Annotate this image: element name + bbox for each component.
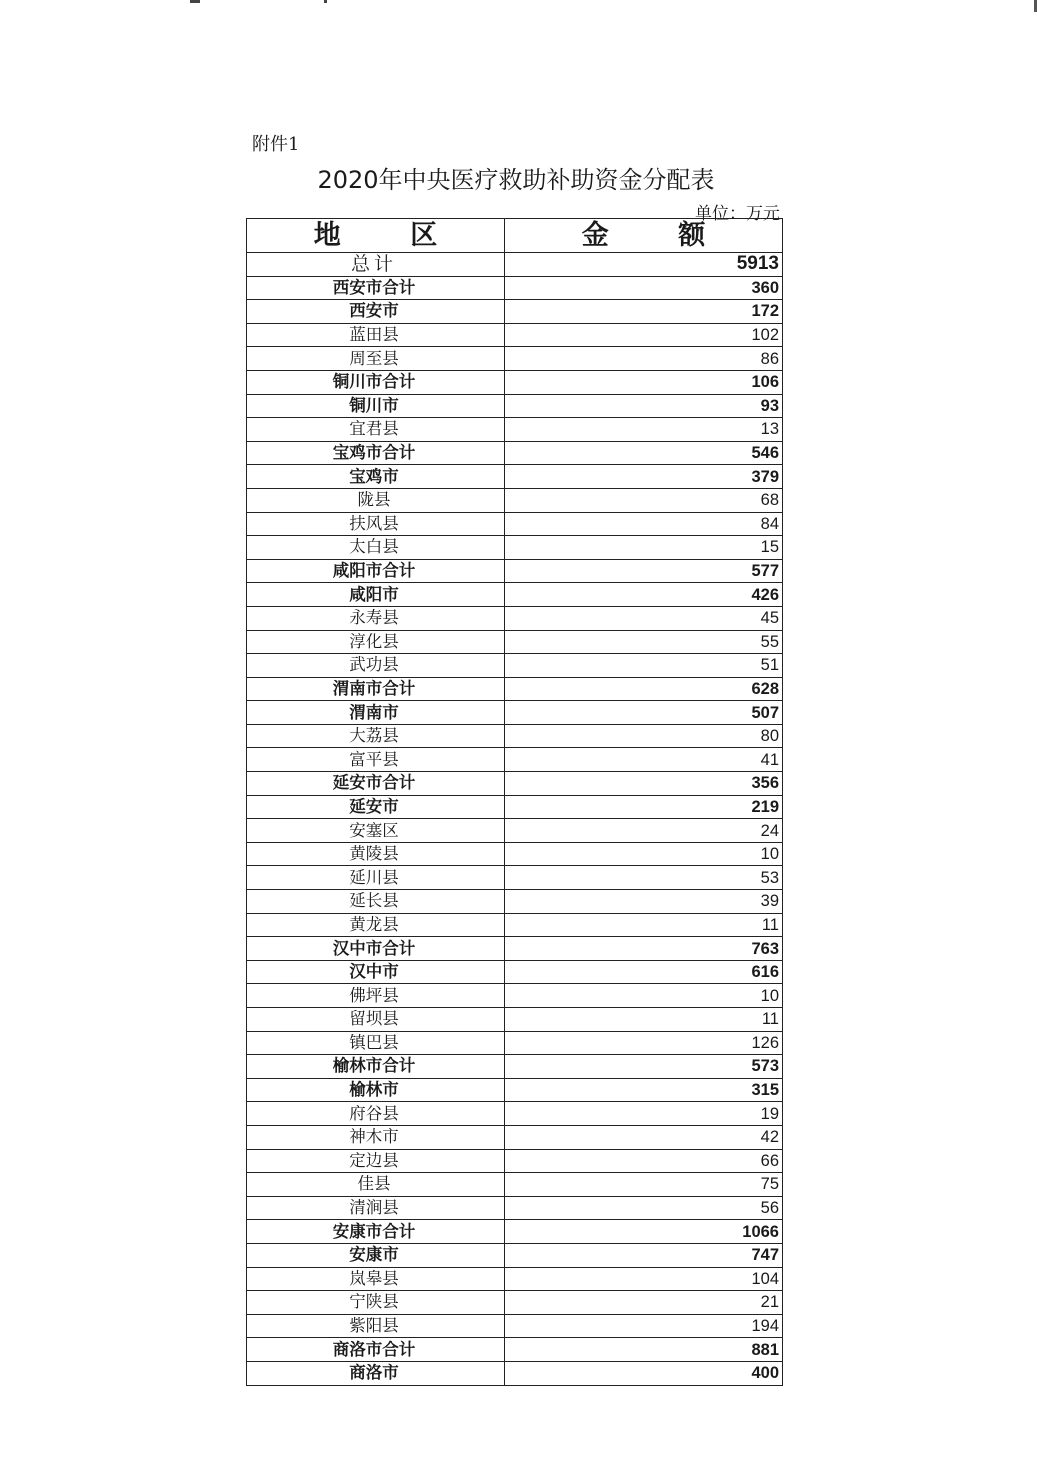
region-cell: 定边县 <box>247 1149 505 1173</box>
region-cell: 延川县 <box>247 866 505 890</box>
region-cell: 渭南市合计 <box>247 677 505 701</box>
table-row <box>247 1314 783 1338</box>
unit-label: 单位：万元 <box>695 204 780 224</box>
amount-cell: 15 <box>505 536 783 560</box>
table-row <box>247 795 783 819</box>
amount-cell: 315 <box>505 1078 783 1102</box>
amount-cell: 10 <box>505 842 783 866</box>
region-cell: 陇县 <box>247 488 505 512</box>
region-cell: 延安市合计 <box>247 772 505 796</box>
amount-cell: 356 <box>505 772 783 796</box>
amount-cell: 42 <box>505 1125 783 1149</box>
region-cell: 黄龙县 <box>247 913 505 937</box>
region-cell: 武功县 <box>247 654 505 678</box>
table-row <box>247 960 783 984</box>
region-cell: 永寿县 <box>247 606 505 630</box>
amount-cell: 84 <box>505 512 783 536</box>
amount-cell: 51 <box>505 654 783 678</box>
table-row <box>247 937 783 961</box>
amount-cell: 11 <box>505 1008 783 1032</box>
table-row <box>247 1291 783 1315</box>
scan-artifact-left <box>190 0 200 3</box>
table-row <box>247 1078 783 1102</box>
region-cell: 府谷县 <box>247 1102 505 1126</box>
table-row <box>247 323 783 347</box>
table-row <box>247 913 783 937</box>
region-cell: 佳县 <box>247 1173 505 1197</box>
table-row <box>247 772 783 796</box>
table-row <box>247 984 783 1008</box>
region-cell: 总计 <box>247 253 505 277</box>
column-header-amount <box>505 219 783 253</box>
table-row <box>247 1220 783 1244</box>
amount-cell: 577 <box>505 559 783 583</box>
amount-cell: 747 <box>505 1243 783 1267</box>
region-cell: 岚皋县 <box>247 1267 505 1291</box>
region-cell: 安康市 <box>247 1243 505 1267</box>
region-cell: 蓝田县 <box>247 323 505 347</box>
table-row <box>247 583 783 607</box>
region-cell: 黄陵县 <box>247 842 505 866</box>
amount-cell: 10 <box>505 984 783 1008</box>
table-row <box>247 394 783 418</box>
amount-cell: 763 <box>505 937 783 961</box>
table-row <box>247 1031 783 1055</box>
region-cell: 富平县 <box>247 748 505 772</box>
amount-cell: 19 <box>505 1102 783 1126</box>
region-cell: 西安市合计 <box>247 276 505 300</box>
amount-cell: 86 <box>505 347 783 371</box>
amount-cell: 5913 <box>505 253 783 277</box>
table-row <box>247 536 783 560</box>
region-cell: 渭南市 <box>247 701 505 725</box>
region-cell: 宝鸡市合计 <box>247 441 505 465</box>
amount-cell: 13 <box>505 418 783 442</box>
amount-cell: 53 <box>505 866 783 890</box>
table-row <box>247 1338 783 1362</box>
region-cell: 神木市 <box>247 1125 505 1149</box>
amount-cell: 106 <box>505 370 783 394</box>
region-cell: 宜君县 <box>247 418 505 442</box>
attachment-label: 附件1 <box>252 134 300 155</box>
region-cell: 汉中市 <box>247 960 505 984</box>
table-row <box>247 1243 783 1267</box>
region-cell: 安塞区 <box>247 819 505 843</box>
region-cell: 西安市 <box>247 300 505 324</box>
table-row <box>247 1361 783 1385</box>
region-cell: 咸阳市合计 <box>247 559 505 583</box>
region-cell: 汉中市合计 <box>247 937 505 961</box>
table-row <box>247 606 783 630</box>
amount-cell: 68 <box>505 488 783 512</box>
region-cell: 延长县 <box>247 890 505 914</box>
table-row <box>247 441 783 465</box>
region-cell: 咸阳市 <box>247 583 505 607</box>
table-body <box>247 253 783 1386</box>
region-cell: 扶风县 <box>247 512 505 536</box>
region-cell: 商洛市 <box>247 1361 505 1385</box>
page-title: 2020年中央医疗救助补助资金分配表 <box>317 166 715 194</box>
amount-cell: 41 <box>505 748 783 772</box>
region-cell: 淳化县 <box>247 630 505 654</box>
table-row <box>247 465 783 489</box>
table-row <box>247 559 783 583</box>
amount-cell: 172 <box>505 300 783 324</box>
table-row <box>247 1008 783 1032</box>
amount-cell: 24 <box>505 819 783 843</box>
region-cell: 铜川市 <box>247 394 505 418</box>
table-header-row <box>247 219 783 253</box>
column-header-amount-label: 金 额 <box>581 219 736 251</box>
table-row <box>247 890 783 914</box>
region-cell: 铜川市合计 <box>247 370 505 394</box>
region-cell: 太白县 <box>247 536 505 560</box>
table-row <box>247 724 783 748</box>
amount-cell: 573 <box>505 1055 783 1079</box>
amount-cell: 360 <box>505 276 783 300</box>
table-row <box>247 842 783 866</box>
region-cell: 周至县 <box>247 347 505 371</box>
amount-cell: 39 <box>505 890 783 914</box>
region-cell: 宝鸡市 <box>247 465 505 489</box>
column-header-region <box>247 219 505 253</box>
table-row <box>247 253 783 277</box>
amount-cell: 546 <box>505 441 783 465</box>
table-row <box>247 819 783 843</box>
table-row <box>247 866 783 890</box>
region-cell: 延安市 <box>247 795 505 819</box>
amount-cell: 66 <box>505 1149 783 1173</box>
amount-cell: 104 <box>505 1267 783 1291</box>
table-row <box>247 1173 783 1197</box>
table-row <box>247 654 783 678</box>
amount-cell: 507 <box>505 701 783 725</box>
amount-cell: 21 <box>505 1291 783 1315</box>
region-cell: 紫阳县 <box>247 1314 505 1338</box>
table-row <box>247 1267 783 1291</box>
region-cell: 商洛市合计 <box>247 1338 505 1362</box>
table-row <box>247 1149 783 1173</box>
table-row <box>247 488 783 512</box>
table-row <box>247 276 783 300</box>
amount-cell: 616 <box>505 960 783 984</box>
region-cell: 榆林市 <box>247 1078 505 1102</box>
table-row <box>247 748 783 772</box>
amount-cell: 56 <box>505 1196 783 1220</box>
region-cell: 佛坪县 <box>247 984 505 1008</box>
amount-cell: 55 <box>505 630 783 654</box>
scan-artifact-mid <box>324 0 327 3</box>
allocation-table <box>246 218 783 1386</box>
region-cell: 榆林市合计 <box>247 1055 505 1079</box>
table-row <box>247 701 783 725</box>
table-row <box>247 1125 783 1149</box>
amount-cell: 11 <box>505 913 783 937</box>
amount-cell: 628 <box>505 677 783 701</box>
amount-cell: 194 <box>505 1314 783 1338</box>
amount-cell: 75 <box>505 1173 783 1197</box>
amount-cell: 102 <box>505 323 783 347</box>
amount-cell: 881 <box>505 1338 783 1362</box>
amount-cell: 45 <box>505 606 783 630</box>
table-row <box>247 1055 783 1079</box>
amount-cell: 93 <box>505 394 783 418</box>
table-row <box>247 300 783 324</box>
table-row <box>247 1102 783 1126</box>
table-row <box>247 370 783 394</box>
amount-cell: 400 <box>505 1361 783 1385</box>
region-cell: 清涧县 <box>247 1196 505 1220</box>
amount-cell: 1066 <box>505 1220 783 1244</box>
table-row <box>247 347 783 371</box>
amount-cell: 219 <box>505 795 783 819</box>
table-row <box>247 630 783 654</box>
region-cell: 宁陕县 <box>247 1291 505 1315</box>
table-row <box>247 512 783 536</box>
amount-cell: 80 <box>505 724 783 748</box>
amount-cell: 126 <box>505 1031 783 1055</box>
table-row <box>247 1196 783 1220</box>
region-cell: 安康市合计 <box>247 1220 505 1244</box>
region-cell: 镇巴县 <box>247 1031 505 1055</box>
region-cell: 留坝县 <box>247 1008 505 1032</box>
amount-cell: 379 <box>505 465 783 489</box>
column-header-region-label: 地 区 <box>313 219 468 251</box>
region-cell: 大荔县 <box>247 724 505 748</box>
table-row <box>247 418 783 442</box>
table-row <box>247 677 783 701</box>
amount-cell: 426 <box>505 583 783 607</box>
